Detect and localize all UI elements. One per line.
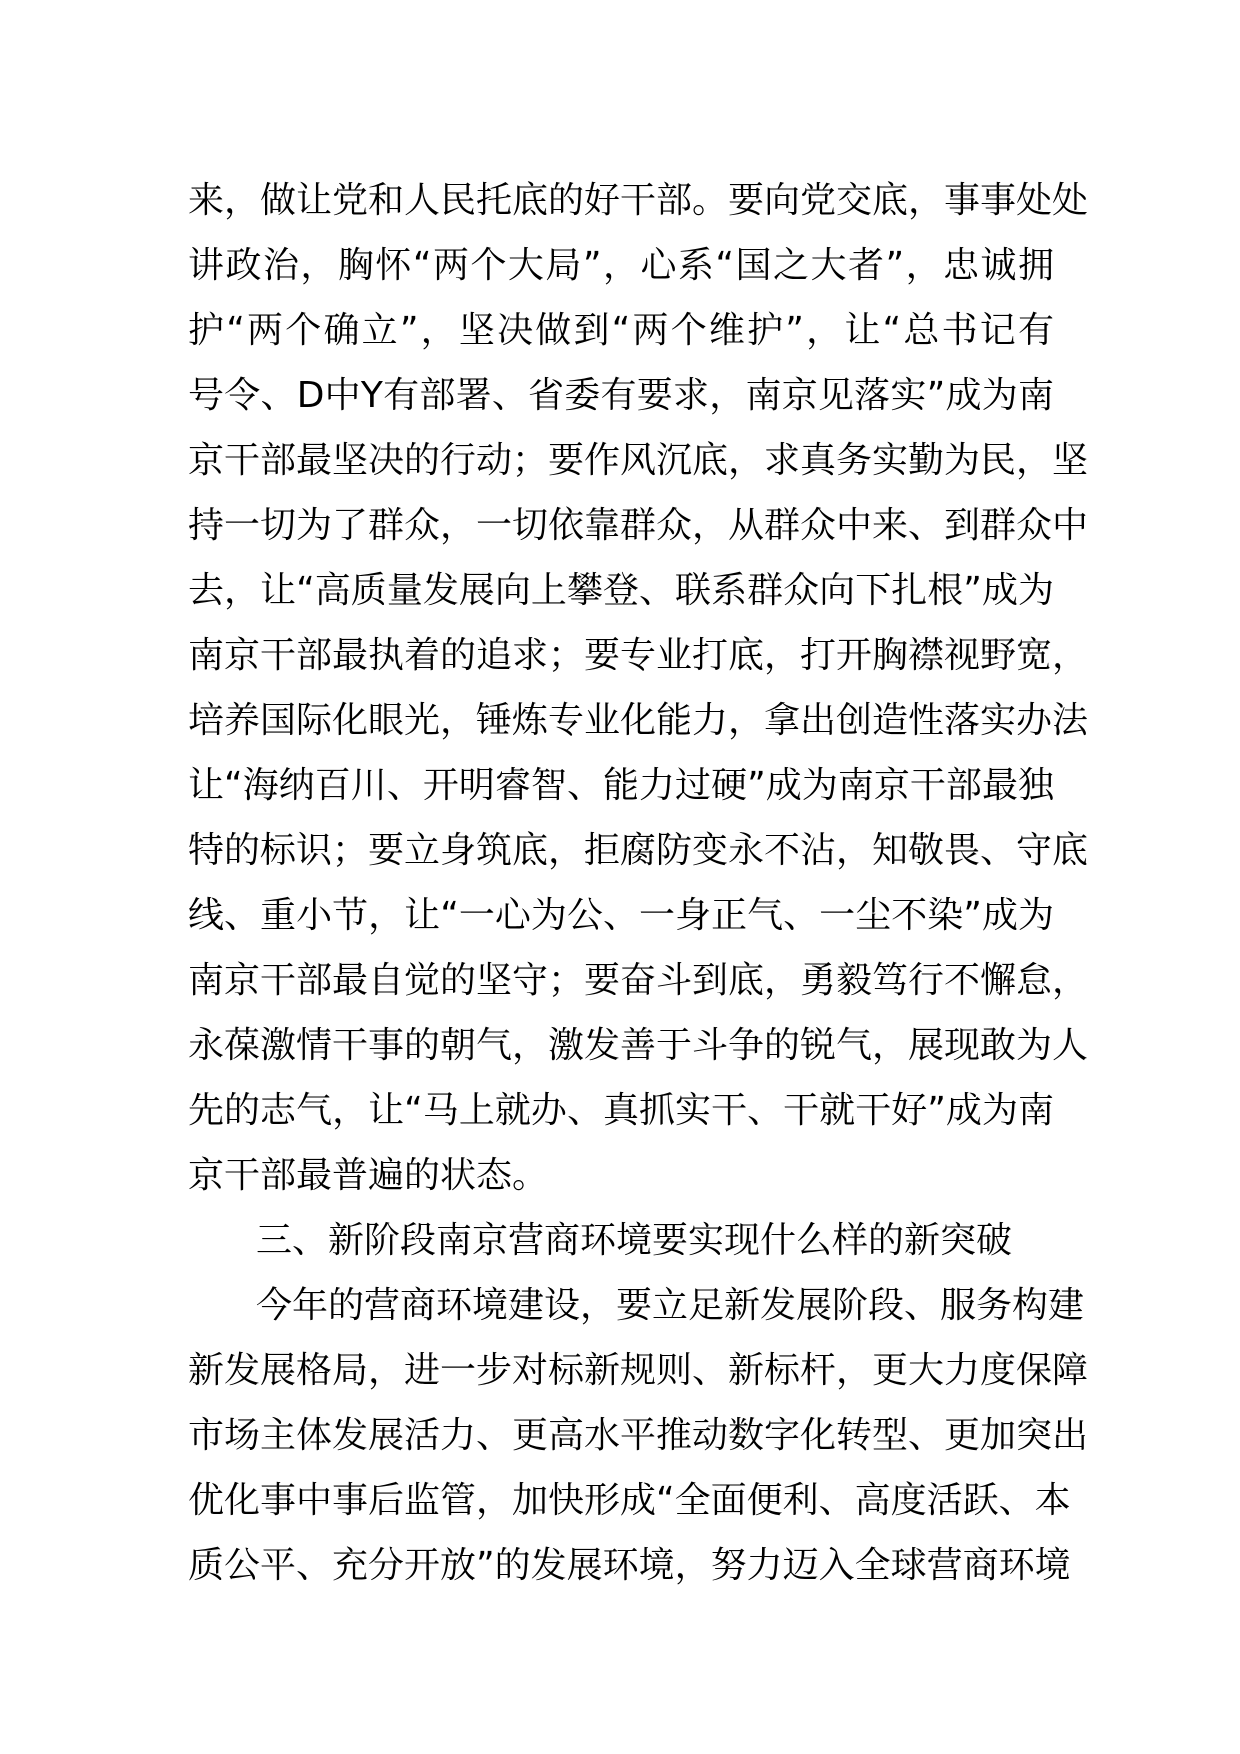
text-line: 京干部最坚决的行动；要作风沉底，求真务实勤为民，坚 [188,440,1089,481]
section-heading: 三、新阶段南京营商环境要实现什么样的新突破 [256,1220,1013,1261]
text-line: 优化事中事后监管，加快形成“全面便利、高度活跃、本 [188,1480,1071,1521]
body-paragraph [188,168,1089,1208]
text-line: 南京干部最自觉的坚守；要奋斗到底，勇毅笃行不懈怠， [188,960,1089,1001]
text-line: 质公平、充分开放”的发展环境，努力迈入全球营商环境 [188,1545,1071,1586]
document-page [188,168,1089,1598]
text-line: 讲政治，胸怀“两个大局”，心系“国之大者”，忠诚拥 [188,245,1054,286]
text-line: 让“海纳百川、开明睿智、能力过硬”成为南京干部最独 [188,765,1054,806]
text-line: 持一切为了群众，一切依靠群众，从群众中来、到群众中 [188,505,1089,546]
text-line: 培养国际化眼光，锤炼专业化能力，拿出创造性落实办法 [188,700,1089,741]
text-line: 护“两个确立”，坚决做到“两个维护”，让“总书记有 [188,310,1054,351]
text-line: 号令、D中Y有部署、省委有要求，南京见落实”成为南 [188,375,1054,416]
text-line: 去，让“高质量发展向上攀登、联系群众向下扎根”成为 [188,570,1054,611]
text-line: 来，做让党和人民托底的好干部。要向党交底，事事处处 [188,180,1089,221]
text-line: 先的志气，让“马上就办、真抓实干、干就干好”成为南 [188,1090,1054,1131]
text-line: 特的标识；要立身筑底，拒腐防变永不沾，知敬畏、守底 [188,830,1089,871]
body-paragraph [188,1273,1089,1598]
text-line: 京干部最普遍的状态。 [188,1155,549,1196]
text-line: 南京干部最执着的追求；要专业打底，打开胸襟视野宽， [188,635,1089,676]
text-line: 新发展格局，进一步对标新规则、新标杆，更大力度保障 [188,1350,1089,1391]
text-line: 市场主体发展活力、更高水平推动数字化转型、更加突出 [188,1415,1089,1456]
text-line: 线、重小节，让“一心为公、一身正气、一尘不染”成为 [188,895,1054,936]
text-line: 今年的营商环境建设，要立足新发展阶段、服务构建 [256,1285,1085,1326]
text-line: 永葆激情干事的朝气，激发善于斗争的锐气，展现敢为人 [188,1025,1089,1066]
